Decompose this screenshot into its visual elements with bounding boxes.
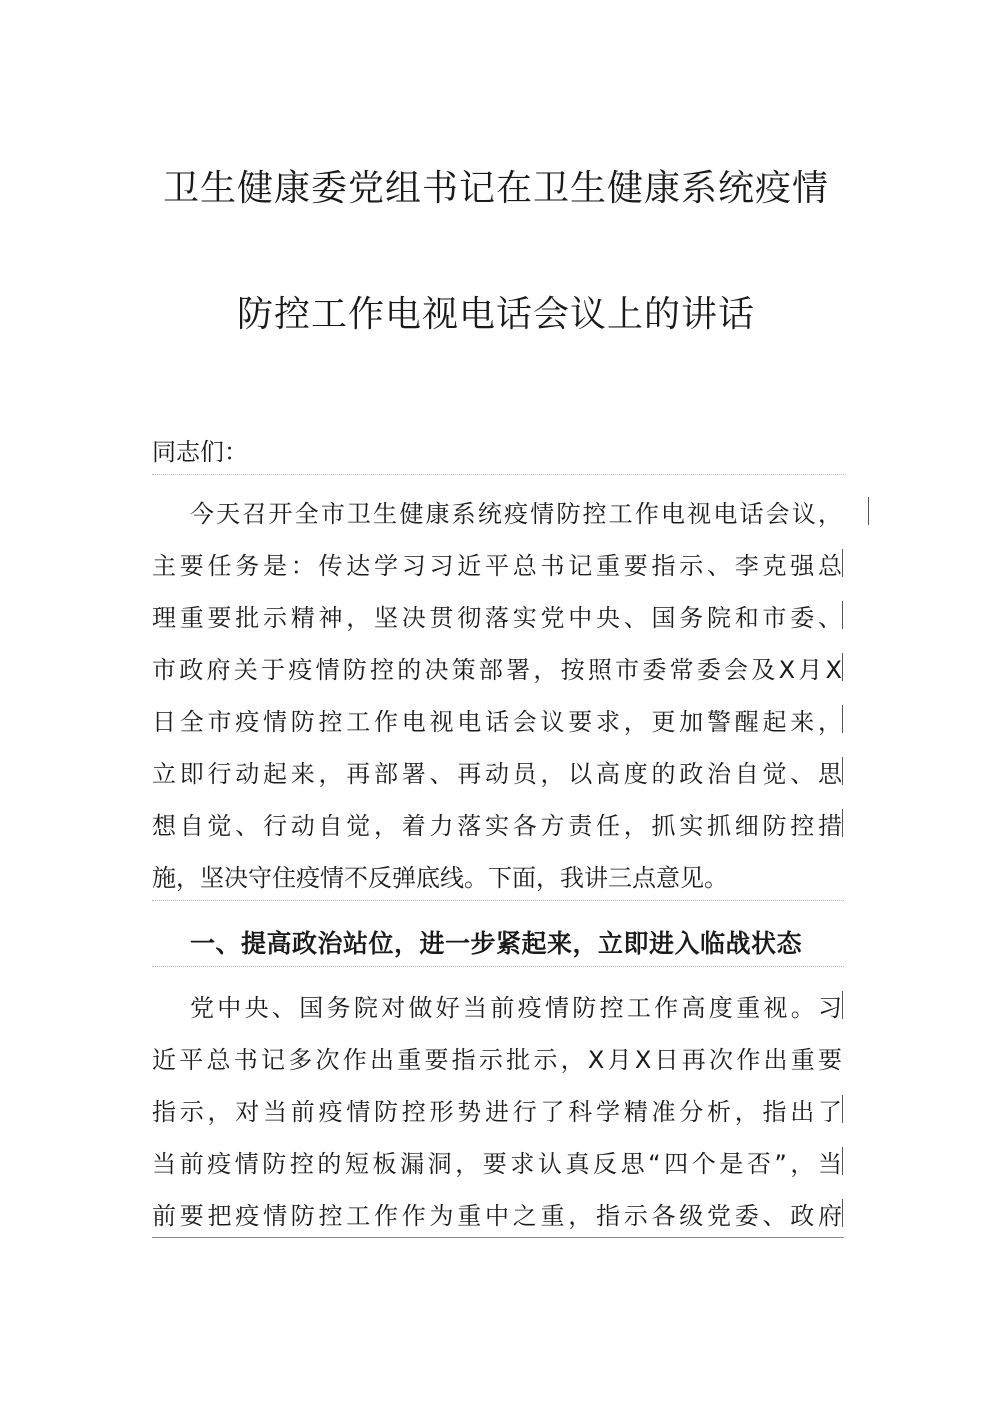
margin-mark — [842, 991, 843, 1019]
margin-mark — [842, 601, 843, 629]
margin-mark — [842, 653, 843, 681]
paragraph-1-line: 今天召开全市卫生健康系统疫情防控工作电视电话会议， — [190, 500, 842, 528]
margin-mark — [842, 757, 843, 785]
paragraph-2-line: 前要把疫情防控工作作为重中之重，指示各级党委、政府 — [152, 1202, 842, 1230]
margin-mark — [868, 497, 869, 525]
paragraph-2-line: 近平总书记多次作出重要指示批示，X月X日再次作出重要 — [152, 1046, 842, 1074]
section-heading: 一、提高政治站位，进一步紧起来，立即进入临战状态 — [190, 929, 803, 958]
paragraph-1-line: 市政府关于疫情防控的决策部署，按照市委常委会及X月X — [152, 656, 842, 684]
divider — [152, 966, 844, 967]
margin-mark — [842, 1095, 843, 1123]
margin-mark — [842, 809, 843, 837]
divider — [152, 1237, 844, 1238]
divider — [152, 900, 844, 901]
divider — [152, 474, 844, 475]
document-title-line-2: 防控工作电视电话会议上的讲话 — [236, 294, 755, 335]
paragraph-1-line: 施，坚决守住疫情不反弹底线。下面，我讲三点意见。 — [152, 864, 728, 892]
salutation: 同志们： — [152, 438, 248, 466]
margin-mark — [842, 549, 843, 577]
paragraph-1-line: 立即行动起来，再部署、再动员，以高度的政治自觉、思 — [152, 760, 842, 788]
margin-mark — [842, 1147, 843, 1175]
document-title-line-1: 卫生健康委党组书记在卫生健康系统疫情 — [162, 168, 829, 209]
paragraph-2-line: 当前疫情防控的短板漏洞，要求认真反思“四个是否”，当 — [152, 1150, 842, 1178]
paragraph-1-line: 日全市疫情防控工作电视电话会议要求，更加警醒起来， — [152, 708, 842, 736]
paragraph-1-line: 想自觉、行动自觉，着力落实各方责任，抓实抓细防控措 — [152, 812, 842, 840]
paragraph-2-line: 指示，对当前疫情防控形势进行了科学精准分析，指出了 — [152, 1098, 842, 1126]
paragraph-2-line: 党中央、国务院对做好当前疫情防控工作高度重视。习 — [190, 994, 842, 1022]
margin-mark — [842, 705, 843, 733]
paragraph-1-line: 主要任务是：传达学习习近平总书记重要指示、李克强总 — [152, 552, 842, 580]
paragraph-1-line: 理重要批示精神，坚决贯彻落实党中央、国务院和市委、 — [152, 604, 842, 632]
margin-mark — [842, 1199, 843, 1227]
